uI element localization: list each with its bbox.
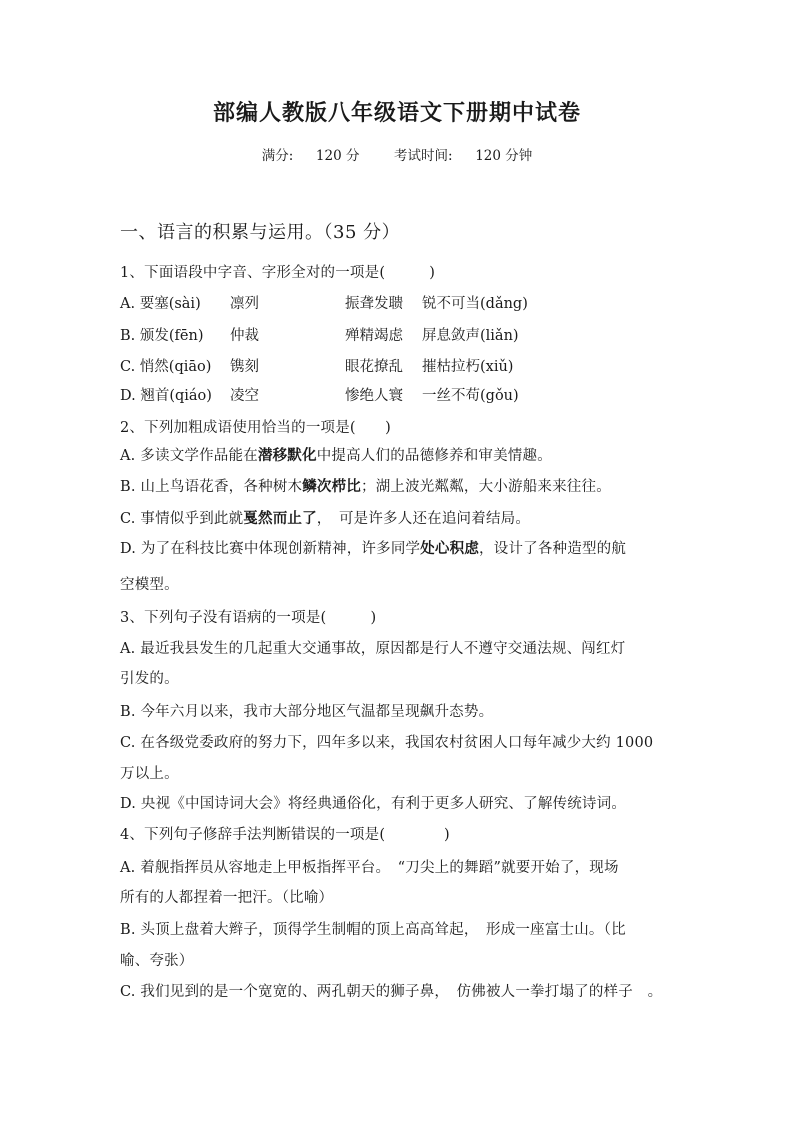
- q2-stem: 2、下列加粗成语使用恰当的一项是( ): [120, 420, 392, 436]
- q2-a-bold: 潜移默化: [257, 447, 317, 464]
- q1-d-col2: 凌空: [230, 388, 259, 404]
- q3-option-a-line1: A. 最近我县发生的几起重大交通事故，原因都是行人不遵守交通法规、闯红灯: [120, 641, 626, 657]
- q3-option-b: B. 今年六月以来，我市大部分地区气温都呈现飙升态势。: [120, 704, 494, 720]
- q2-b-bold: 鳞次栉比: [302, 478, 361, 495]
- q1-a-col1: A. 要塞(sài): [120, 296, 201, 312]
- q4-option-b-line2: 喻、夸张）: [120, 953, 194, 969]
- time-value: 120 分钟: [475, 148, 533, 164]
- q2-b-pre: B. 山上鸟语花香，各种树木: [120, 479, 303, 495]
- q2-c-bold: 戛然而止了: [243, 510, 317, 527]
- q4-option-c: C. 我们见到的是一个宽宽的、两孔朝天的狮子鼻， 仿佛被人一拳打塌了的样子 。: [120, 984, 663, 1000]
- q1-b-col3: 殚精竭虑: [345, 328, 403, 344]
- q2-option-d-cont: 空模型。: [120, 577, 179, 593]
- q1-d-col3: 惨绝人寰: [345, 388, 403, 404]
- q2-option-d: [120, 537, 680, 558]
- exam-title: 部编人教版八年级语文下册期中试卷: [212, 101, 581, 126]
- q1-a-col2: 凛列: [230, 296, 259, 312]
- q1-c-col2: 镌刻: [230, 359, 259, 375]
- q3-option-d: D. 央视《中国诗词大会》将经典通俗化，有利于更多人研究、了解传统诗词。: [120, 796, 627, 812]
- q1-d-col4: 一丝不苟(gǒu): [422, 388, 519, 404]
- time-label: 考试时间:: [394, 148, 453, 164]
- section-1-heading: 一、语言的积累与运用。（35 分）: [120, 222, 401, 243]
- q2-a-pre: A. 多读文学作品能在: [120, 448, 258, 464]
- q4-option-b-line1: B. 头顶上盘着大辫子，顶得学生制帽的顶上高高耸起， 形成一座富士山。（比: [120, 922, 626, 938]
- q1-c-col3: 眼花撩乱: [345, 359, 403, 375]
- q4-stem: 4、下列句子修辞手法判断错误的一项是( ): [120, 827, 450, 843]
- q1-b-col4: 屏息敛声(liǎn): [422, 328, 519, 344]
- q1-c-col4: 摧枯拉朽(xiǔ): [422, 359, 514, 375]
- score-label: 满分:: [261, 148, 294, 164]
- q2-b-post: ；湖上波光粼粼，大小游船来来往往。: [361, 479, 611, 495]
- q1-d-col1: D. 翘首(qiáo): [120, 388, 212, 404]
- q4-option-a-line1: A. 着舰指挥员从容地走上甲板指挥平台。 “刀尖上的舞蹈”就要开始了，现场: [120, 860, 619, 876]
- exam-meta: [0, 144, 794, 164]
- q2-option-b: [120, 475, 680, 496]
- q4-option-a-line2: 所有的人都捏着一把汗。（比喻）: [120, 890, 334, 906]
- q2-option-c: [120, 507, 680, 528]
- q2-option-a: [120, 444, 680, 465]
- q1-b-col1: B. 颁发(fēn): [120, 328, 204, 344]
- score-value: 120 分: [315, 148, 360, 164]
- q2-d-pre: D. 为了在科技比赛中体现创新精神，许多同学: [120, 541, 421, 557]
- q2-d-bold: 处心积虑: [420, 540, 480, 557]
- q3-option-a-line2: 引发的。: [120, 671, 179, 687]
- q2-d-post: ，设计了各种造型的航: [479, 541, 627, 557]
- q2-c-pre: C. 事情似乎到此就: [120, 511, 244, 527]
- q1-b-col2: 仲裁: [230, 328, 259, 344]
- q1-a-col4: 锐不可当(dǎng): [422, 296, 528, 312]
- q2-c-post: ， 可是许多人还在追问着结局。: [316, 511, 531, 527]
- q1-stem: 1、下面语段中字音、字形全对的一项是( ): [120, 265, 436, 281]
- q1-c-col1: C. 悄然(qiāo): [120, 359, 212, 375]
- q3-option-c-line2: 万以上。: [120, 766, 179, 782]
- q3-option-c-line1: C. 在各级党委政府的努力下，四年多以来，我国农村贫困人口每年减少大约 1000: [120, 735, 654, 751]
- q2-a-post: 中提高人们的品德修养和审美情趣。: [316, 448, 552, 464]
- q3-stem: 3、下列句子没有语病的一项是( ): [120, 610, 377, 626]
- q1-a-col3: 振聋发聩: [345, 296, 403, 312]
